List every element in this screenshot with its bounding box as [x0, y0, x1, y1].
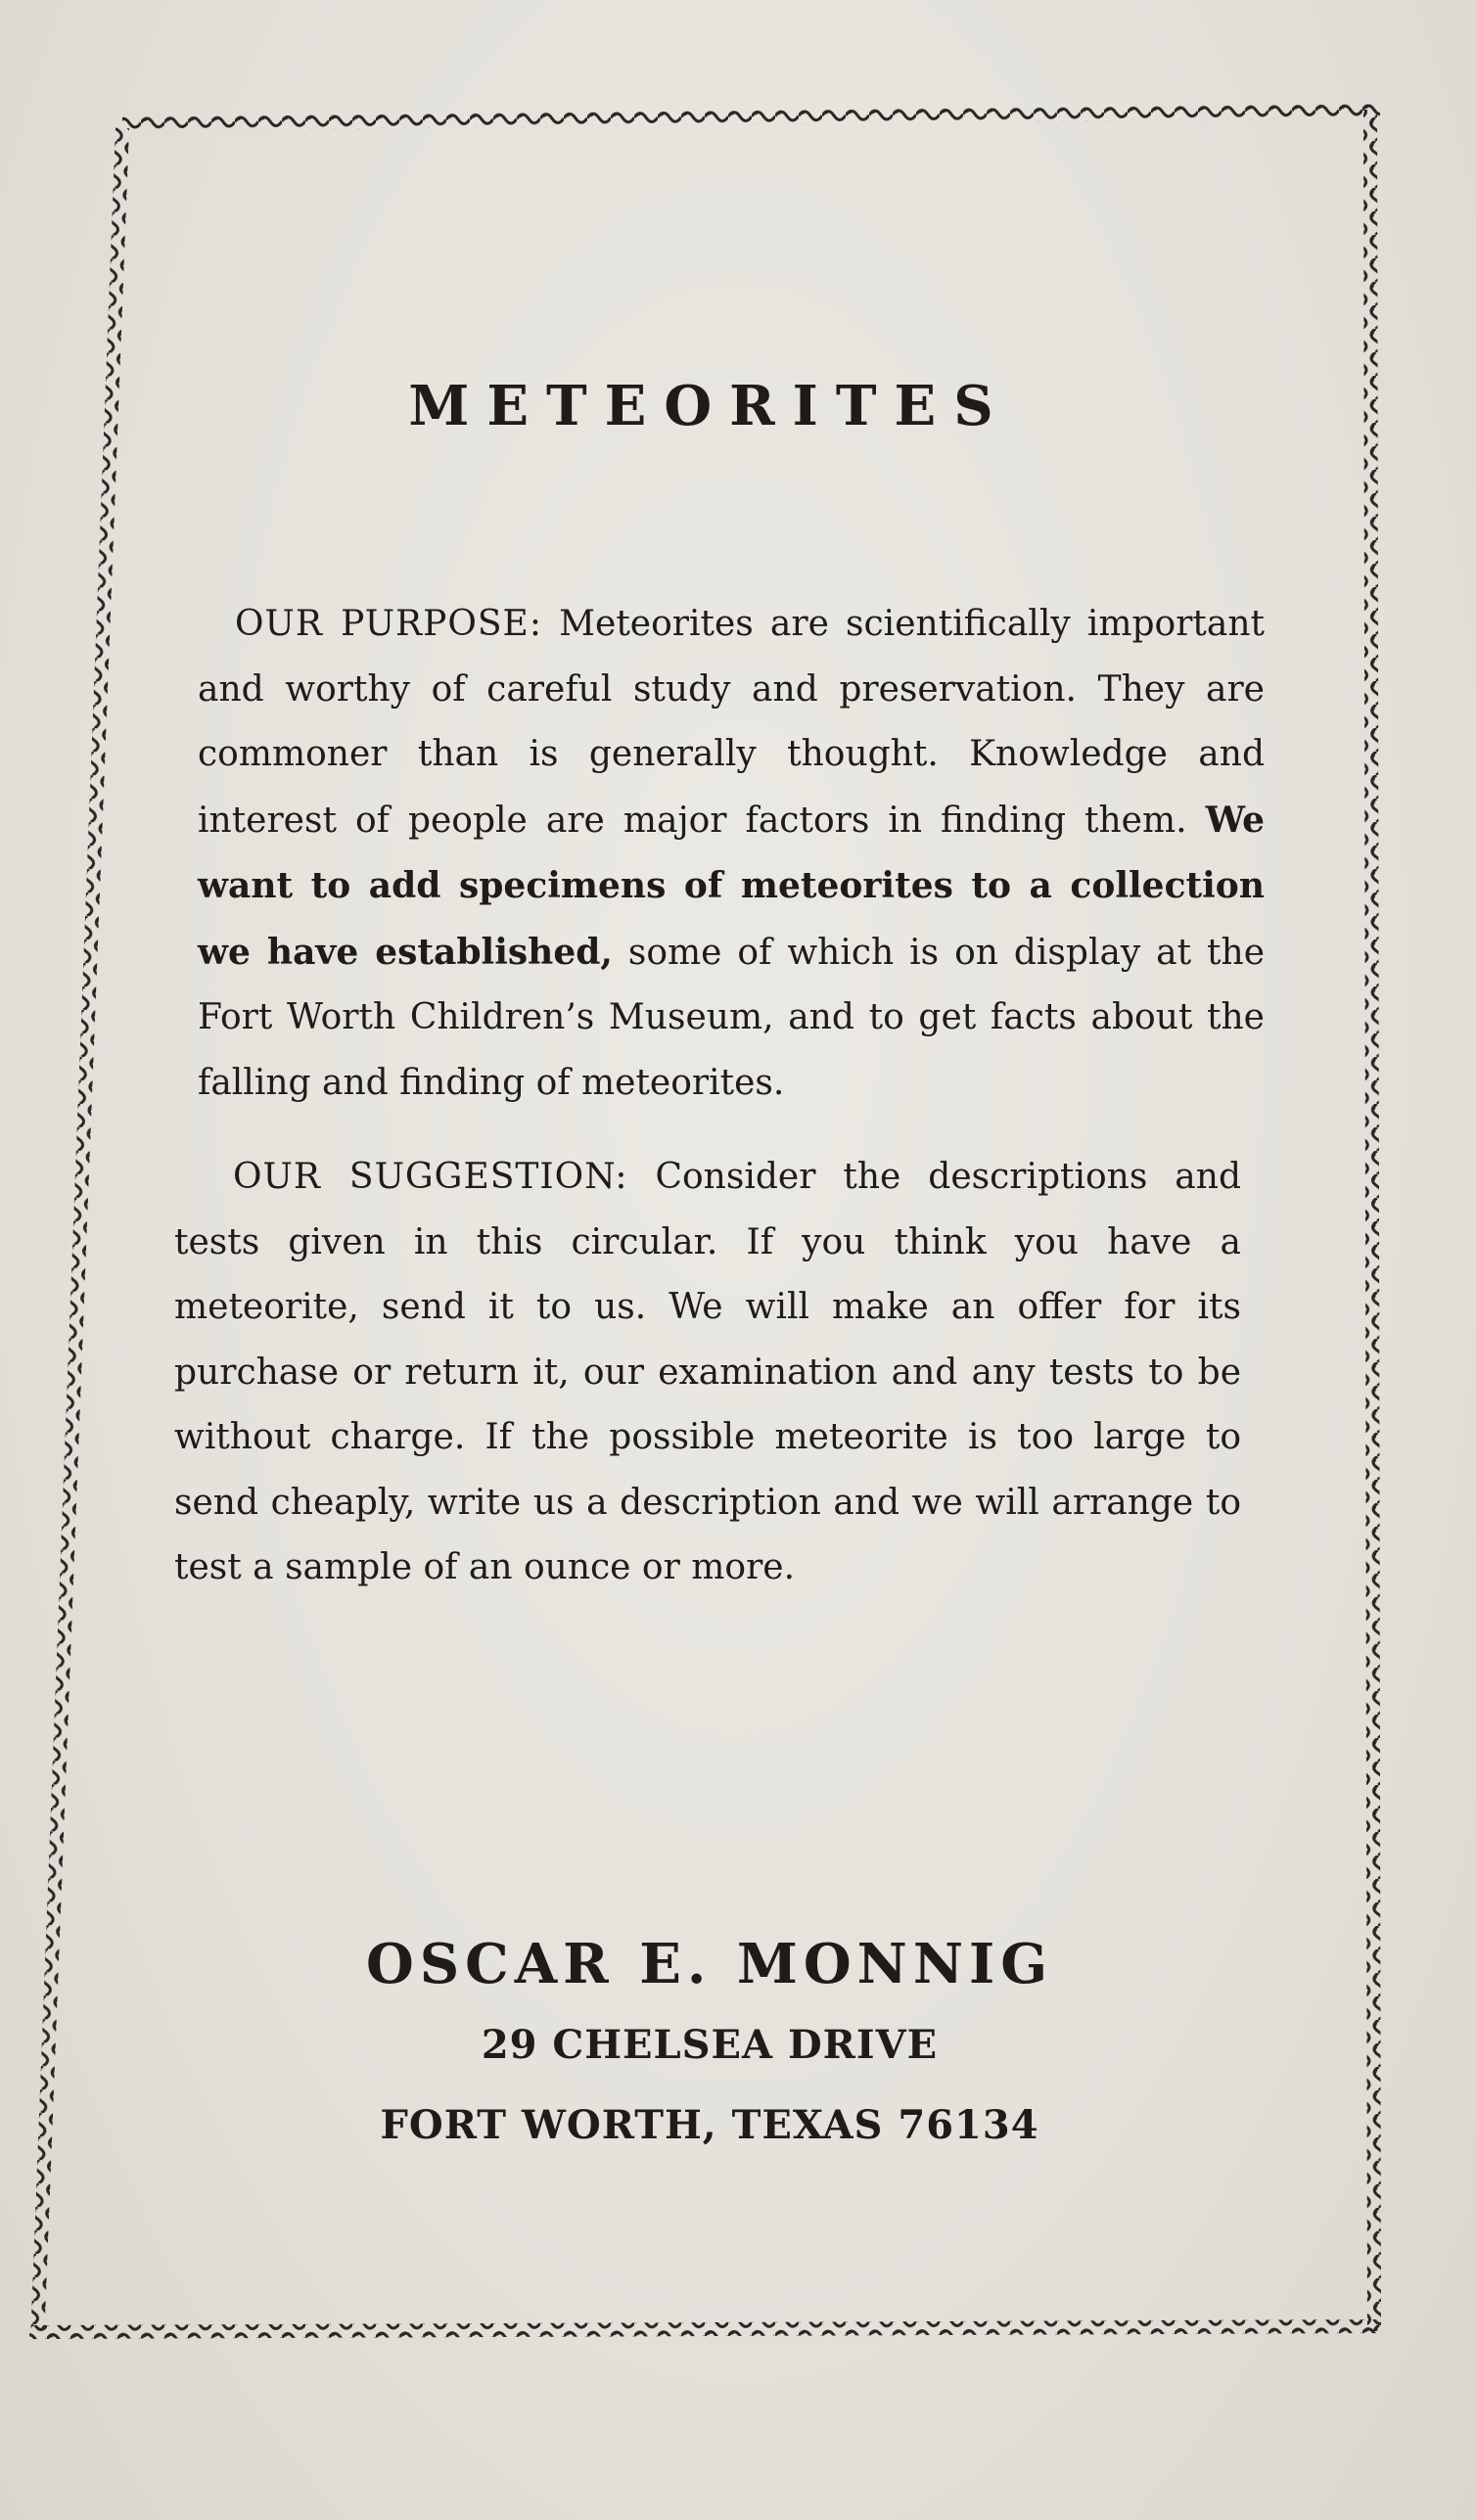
contact-block: [166, 1923, 1253, 2166]
page-title: METEORITES: [408, 374, 1011, 438]
contact-name: OSCAR E. MONNIG: [365, 1932, 1054, 1996]
suggestion-paragraph: [174, 1145, 1241, 1601]
suggestion-text: Consider the descriptions and tests given in this circular. If you think you have a meteorite, send it to us. We will make an offer for its purchase or return it, our examination and any tests to be without charge. If the possible meteorite is too large to send cheaply, write us a description and we will arrange to test a sample of an ounce or more.: [174, 1157, 1242, 1587]
purpose-text-1: Meteorites are scientifically important and worthy of careful study and preservation. They are commoner than is generally thought. Knowledge and interest of people are major factors in finding them.: [198, 604, 1265, 841]
contact-city: FORT WORTH, TEXAS 76134: [380, 2102, 1039, 2148]
purpose-text-2: some of which is on display at the Fort Worth Children’s Museum, and to get facts about the falling and finding of meteorites.: [198, 932, 1266, 1103]
contact-street: 29 CHELSEA DRIVE: [481, 2022, 939, 2068]
suggestion-heading: OUR SUGGESTION:: [233, 1157, 628, 1197]
purpose-heading: OUR PURPOSE:: [235, 604, 542, 644]
purpose-paragraph: [198, 592, 1265, 1116]
purpose-bold-text: We want to add specimens of meteorites to a collection we have established,: [198, 799, 1265, 973]
